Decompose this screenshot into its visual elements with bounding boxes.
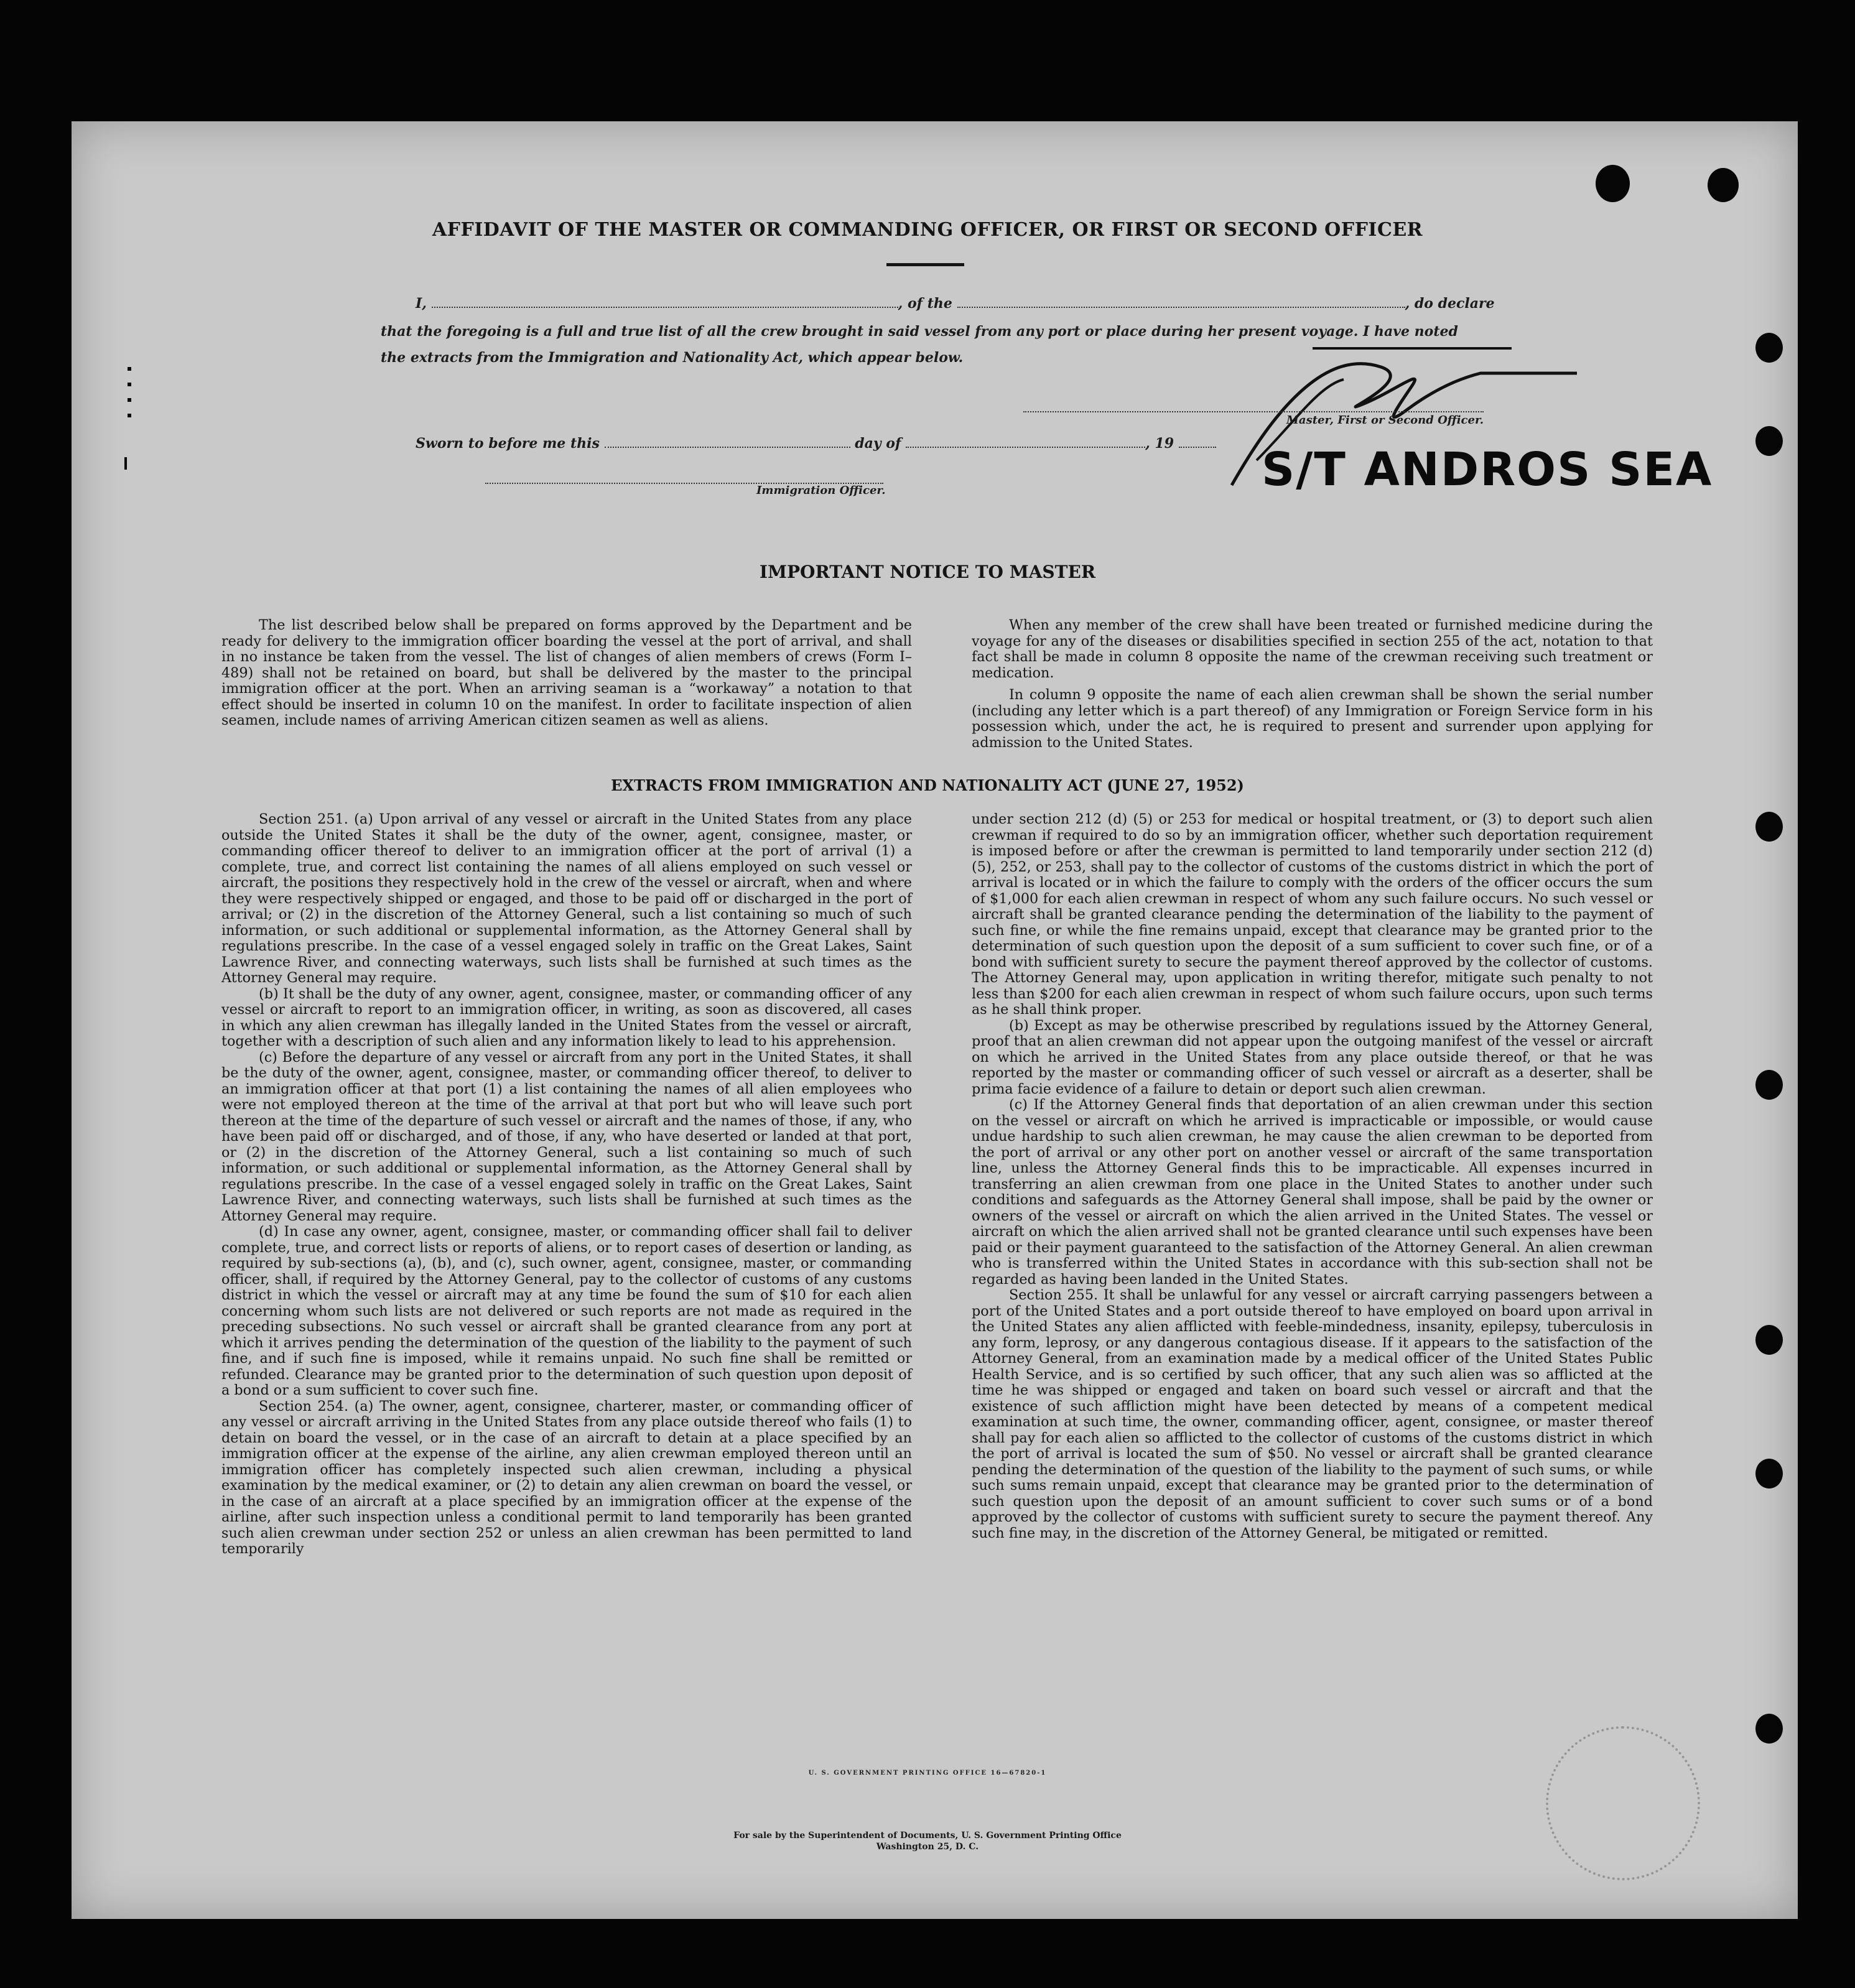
margin-mark bbox=[128, 398, 131, 402]
punch-hole bbox=[1755, 812, 1783, 842]
signature-label: Master, First or Second Officer. bbox=[1286, 414, 1484, 427]
vessel-stamp: S/T ANDROS SEA bbox=[1262, 443, 1713, 496]
extract-paragraph: Section 255. It shall be unlawful for any vessel or aircraft carrying passengers between a port of the United States and a port outside thereof to have employed on board upon arrival in the United States any alien afflicted with feeble-mindedness, insanity, epilepsy, tuberculosis in any form, leprosy, or any dangerous contagious disease. If it appears to the satisfaction of the Attorney General, from an examination made by a medical officer of the United States Public Health Service, and is so certified by such officer, that any such alien was so afflicted at the time he was shipped or engaged and taken on board such vessel or aircraft and that the existence of such affliction might have been detected by means of a competent medical examination at such time, the owner, commanding officer, agent, consignee, or master thereof shall pay for each alien so afflicted to the collector of customs of the customs district in which the port of arrival is located the sum of $50. No vessel or aircraft shall be granted clearance pending the determination of the question of the liability to the payment of such sums, or while such sums remain unpaid, except that clearance may be granted prior to the determination of such question upon the deposit of an amount sufficient to cover such sums or of a bond approved by the collector of customs with sufficient surety to secure the payment thereof. Any such fine may, in the discretion of the Attorney General, be mitigated or remitted. bbox=[972, 1287, 1653, 1541]
punch-hole bbox=[1755, 1070, 1783, 1100]
sworn-prefix: Sworn to before me this bbox=[416, 435, 600, 452]
extracts-left-column bbox=[221, 812, 912, 1558]
notice-left-column bbox=[221, 618, 912, 729]
extract-paragraph: (b) It shall be the duty of any owner, agent, consignee, master, or commanding officer of any vessel or aircraft to report to an immigration officer, in writing, as soon as discovered, all cases in which any alien crewman has illegally landed in the United States from the vessel or aircraft, together with a description of such alien and any information likely to lead to his apprehension. bbox=[221, 985, 912, 1049]
margin-mark bbox=[128, 383, 131, 386]
faint-seal bbox=[1546, 1726, 1700, 1880]
title-rule bbox=[886, 263, 964, 266]
immigration-officer-label: Immigration Officer. bbox=[756, 484, 886, 497]
punch-hole bbox=[1755, 426, 1783, 456]
punch-hole bbox=[1755, 1459, 1783, 1489]
punch-hole bbox=[1755, 1714, 1783, 1744]
extracts-title: EXTRACTS FROM IMMIGRATION AND NATIONALITY ACT (JUNE 27, 1952) bbox=[611, 776, 1244, 794]
punch-hole bbox=[1596, 165, 1630, 202]
notice-paragraph: When any member of the crew shall have been treated or furnished medicine during the voyage for any of the diseases or disabilities specified in section 255 of the act, notation to that fact shall be made in column 8 opposite the name of the crewman receiving such treatment or medication. bbox=[972, 617, 1653, 681]
declaration-line bbox=[416, 295, 1495, 312]
extract-paragraph: (d) In case any owner, agent, consignee, master, or commanding officer shall fail to deliver complete, true, and correct lists or reports of aliens, or to report cases of desertion or landing, as required by sub-sections (a), (b), and (c), such owner, agent, consignee, master, or commanding officer, shall, if required by the Attorney General, pay to the collector of customs of any customs district in which the vessel or aircraft may at any time be found the sum of $10 for each alien concerning whom such lists are not delivered or such reports are not made as required in the preceding subsections. No such vessel or aircraft shall be granted clearance from any port at which it arrives pending the determination of the question of the liability to the payment of such fine, and if such fine is imposed, while it remains unpaid. No such fine shall be remitted or refunded. Clearance may be granted prior to the determination of such question upon deposit of a bond or a sum sufficient to cover such fine. bbox=[221, 1224, 912, 1398]
declaration-line-3: the extracts from the Immigration and Nationality Act, which appear below. bbox=[381, 350, 964, 366]
punch-hole bbox=[1708, 168, 1739, 202]
name-field[interactable] bbox=[432, 306, 898, 308]
signature-field[interactable] bbox=[1023, 411, 1484, 412]
notice-right-column bbox=[972, 618, 1653, 751]
sworn-line bbox=[416, 435, 1216, 452]
sworn-month-field[interactable] bbox=[906, 446, 1145, 448]
sworn-year-field[interactable] bbox=[1179, 446, 1216, 448]
punch-hole bbox=[1755, 1325, 1783, 1355]
extracts-right-column bbox=[972, 812, 1653, 1541]
notice-paragraph: The list described below shall be prepared on forms approved by the Department and be ready for delivery to the immigration officer boarding the vessel at the port of arrival, and shall in no instance be taken from the vessel. The list of changes of alien members of crews (Form I–489) shall not be retained on board, but shall be delivered by the master to the principal immigration officer at the port. When an arriving seaman is a “workaway” a notation to that effect should be inserted in column 10 on the manifest. In order to facilitate inspection of alien seamen, include names of arriving American citizen seamen as well as aliens. bbox=[221, 617, 912, 728]
extract-paragraph: (b) Except as may be otherwise prescribed by regulations issued by the Attorney General, proof that an alien crewman did not appear upon the outgoing manifest of the vessel or aircraft on which he arrived in the United States from any place outside thereof, or that he was reported by the master or commanding officer of such vessel or aircraft as a deserter, shall be prima facie evidence of a failure to detain or deport such alien crewman. bbox=[972, 1017, 1653, 1097]
declaration-of: , of the bbox=[898, 295, 952, 312]
notice-paragraph: In column 9 opposite the name of each alien crewman shall be shown the serial number (including any letter which is a part thereof) of any Immigration or Foreign Service form in his possession which, under the act, he is required to present and surrender upon applying for admission to the United States. bbox=[972, 687, 1653, 751]
margin-mark bbox=[128, 367, 131, 371]
margin-mark bbox=[124, 457, 127, 470]
declaration-i: I, bbox=[416, 295, 427, 312]
sworn-day-field[interactable] bbox=[605, 446, 850, 448]
printing-office-line: U. S. GOVERNMENT PRINTING OFFICE 16—67820-1 bbox=[808, 1770, 1047, 1777]
sale-notice bbox=[0, 1830, 1855, 1852]
sale-line-2: Washington 25, D. C. bbox=[876, 1842, 979, 1852]
vessel-field[interactable] bbox=[957, 306, 1405, 308]
extract-paragraph: (c) If the Attorney General finds that deportation of an alien crewman under this section on the vessel or aircraft on which he arrived is impracticable or impossible, or would cause undue hardship to such alien crewman, he may cause the alien crewman to be deported from the port of arrival or any other port on another vessel or aircraft of the same transportation line, unless the Attorney General finds this to be impracticable. All expenses incurred in transferring an alien crewman from one place in the United States to another under such conditions and safeguards as the Attorney General shall impose, shall be paid by the owner or owners of the vessel or aircraft on which the alien arrived in the United States. The vessel or aircraft on which the alien arrived shall not be granted clearance until such expenses have been paid or their payment guaranteed to the satisfaction of the Attorney General. An alien crewman who is transferred within the United States in accordance with this sub-section shall not be regarded as having been landed in the United States. bbox=[972, 1097, 1653, 1288]
margin-mark bbox=[128, 414, 131, 417]
notice-title: IMPORTANT NOTICE TO MASTER bbox=[759, 562, 1096, 582]
declaration-declare: , do declare bbox=[1405, 295, 1495, 312]
extract-paragraph: under section 212 (d) (5) or 253 for medical or hospital treatment, or (3) to deport such alien crewman if required to do so by an immigration officer, whether such deportation requirement is imposed before or after the crewman is permitted to land temporarily under section 212 (d) (5), 252, or 253, shall pay to the collector of customs of the customs district in which the port of arrival is located or in which the failure to comply with the orders of the officer occurs the sum of $1,000 for each alien crewman in respect of whom any such failure occurs. No such vessel or aircraft shall be granted clearance pending the determination of the liability to the payment of such fine, or while the fine remains unpaid, except that clearance may be granted prior to the determination of such question upon the deposit of a sum sufficient to cover such fine, or of a bond with sufficient surety to secure the payment thereof approved by the collector of customs. The Attorney General may, upon application in writing therefor, mitigate such penalty to not less than $200 for each alien crewman in respect of whom such failure occurs, upon such terms as he shall think proper. bbox=[972, 811, 1653, 1018]
sale-line-1: For sale by the Superintendent of Documents, U. S. Government Printing Office bbox=[733, 1831, 1122, 1841]
extract-paragraph: (c) Before the departure of any vessel or aircraft from any port in the United States, it shall be the duty of the owner, agent, consignee, master, or commanding officer thereof, to deliver to an immigration officer at that port (1) a list containing the names of all alien employees who were not employed thereon at the time of the arrival at that port but who will leave such port thereon at the time of the departure of such vessel or aircraft and the names of those, if any, who have been paid off or discharged, and of those, if any, who have deserted or landed at that port, or (2) in the discretion of the Attorney General, such a list containing so much of such information, or such additional or supplemental information, as the Attorney General shall by regulations prescribe. In the case of a vessel engaged solely in traffic on the Great Lakes, Saint Lawrence River, and connecting waterways, such lists shall be furnished at such times as the Attorney General may require. bbox=[221, 1049, 912, 1224]
extract-paragraph: Section 254. (a) The owner, agent, consignee, charterer, master, or commanding officer of any vessel or aircraft arriving in the United States from any place outside thereof who fails (1) to detain on board the vessel, or in the case of an aircraft to detain at a place specified by an immigration officer at the expense of the airline, any alien crewman employed thereon until an immigration officer has completely inspected such alien crewman, including a physical examination by the medical examiner, or (2) to detain any alien crewman on board the vessel, or in the case of an aircraft at a place specified by an immigration officer at the expense of the airline, after such inspection unless a conditional permit to land temporarily has been granted such alien crewman under section 252 or unless an alien crewman has been permitted to land temporarily bbox=[221, 1398, 912, 1557]
sworn-dayof: day of bbox=[855, 435, 901, 452]
extract-paragraph: Section 251. (a) Upon arrival of any vessel or aircraft in the United States from any place outside the United States it shall be the duty of the owner, agent, consignee, master, or commanding officer thereof to deliver to an immigration officer at the port of arrival (1) a complete, true, and correct list containing the names of all aliens employed on such vessel or aircraft, the positions they respectively hold in the crew of the vessel or aircraft, when and where they were respectively shipped or engaged, and those to be paid off or discharged in the port of arrival; or (2) in the discretion of the Attorney General, such a list containing so much of such information, or such additional or supplemental information, as the Attorney General shall by regulations prescribe. In the case of a vessel engaged solely in traffic on the Great Lakes, Saint Lawrence River, and connecting waterways, such lists shall be furnished at such times as the Attorney General may require. bbox=[221, 811, 912, 986]
punch-hole bbox=[1755, 333, 1783, 363]
declaration-line-2: that the foregoing is a full and true list of all the crew brought in said vessel from any port or place during her present voyage. I have noted bbox=[381, 323, 1458, 340]
affidavit-title: AFFIDAVIT OF THE MASTER OR COMMANDING OFFICER, OR FIRST OR SECOND OFFICER bbox=[432, 219, 1423, 241]
sworn-year: , 19 bbox=[1145, 435, 1174, 452]
